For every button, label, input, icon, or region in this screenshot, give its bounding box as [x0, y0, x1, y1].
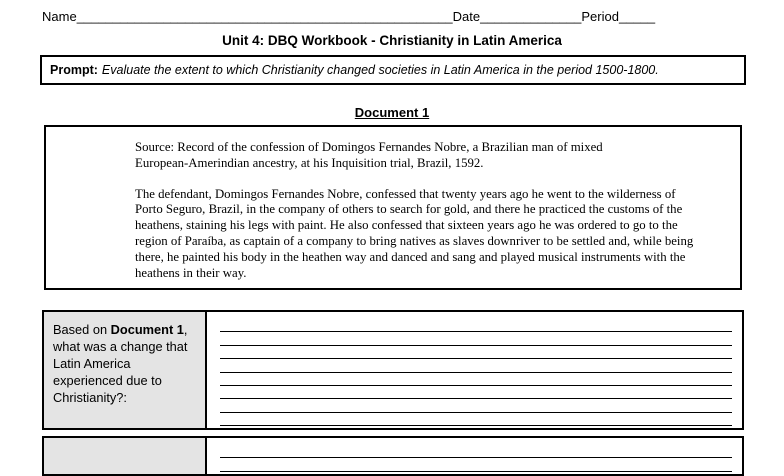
answer-line[interactable] — [220, 319, 732, 332]
period-blank-line[interactable]: _____ — [618, 9, 656, 24]
document1-body-text: The defendant, Domingos Fernandes Nobre, confessed that twenty years ago he went to the wilderness of Porto Seguro, Brazil, in the company of others to search for gold, and there he practiced the customs of the heathens, staining his legs with paint. He also confessed that sixteen years ago he was ordered to go to the region of Paraíba, as captain of a company to bring natives as slaves downriver to be settled and, while being there, he painted his body in the heathen way and danced and sang and played musical instruments with the heathens in their way. — [135, 186, 694, 280]
prompt-text: Evaluate the extent to which Christianity changed societies in Latin America in the period 1500-1800. — [101, 63, 659, 77]
question1-text-before: Based on — [53, 322, 111, 337]
answer-line[interactable] — [220, 386, 732, 399]
answer-line[interactable] — [220, 359, 732, 372]
question1-table — [42, 310, 744, 430]
question2-answer-area[interactable] — [207, 438, 742, 474]
question1-answer-area[interactable] — [207, 312, 742, 428]
question2-prompt-cell — [44, 438, 207, 474]
question2-table — [42, 436, 744, 476]
question1-text-after: , what was a change that Latin America experienced due to Christianity?: — [53, 322, 188, 405]
name-blank-line[interactable]: ____________________________________________________ — [76, 9, 453, 24]
answer-line[interactable] — [220, 346, 732, 359]
answer-line[interactable] — [220, 332, 732, 345]
question1-prompt-cell — [44, 312, 207, 428]
answer-line[interactable] — [220, 399, 732, 412]
prompt-label: Prompt: — [50, 63, 98, 77]
answer-line[interactable] — [220, 373, 732, 386]
answer-line[interactable] — [220, 445, 732, 458]
prompt-box — [40, 55, 746, 85]
document1-source-text: Source: Record of the confession of Domingos Fernandes Nobre, a Brazilian man of mixed European-Amerindian ancestry, at his Inquisition trial, Brazil, 1592. — [135, 140, 603, 170]
document1-heading: Document 1 — [354, 105, 430, 120]
date-blank-line[interactable]: ______________ — [480, 9, 582, 24]
name-date-period-row — [42, 8, 744, 26]
period-label: Period — [581, 9, 619, 24]
answer-line[interactable] — [220, 413, 732, 426]
name-label: Name — [42, 9, 77, 24]
answer-line[interactable] — [220, 458, 732, 471]
worksheet-title: Unit 4: DBQ Workbook - Christianity in Latin America — [222, 33, 562, 48]
document1-box — [44, 125, 742, 290]
date-label: Date — [452, 9, 481, 24]
question1-bold-reference: Document 1 — [110, 322, 184, 337]
